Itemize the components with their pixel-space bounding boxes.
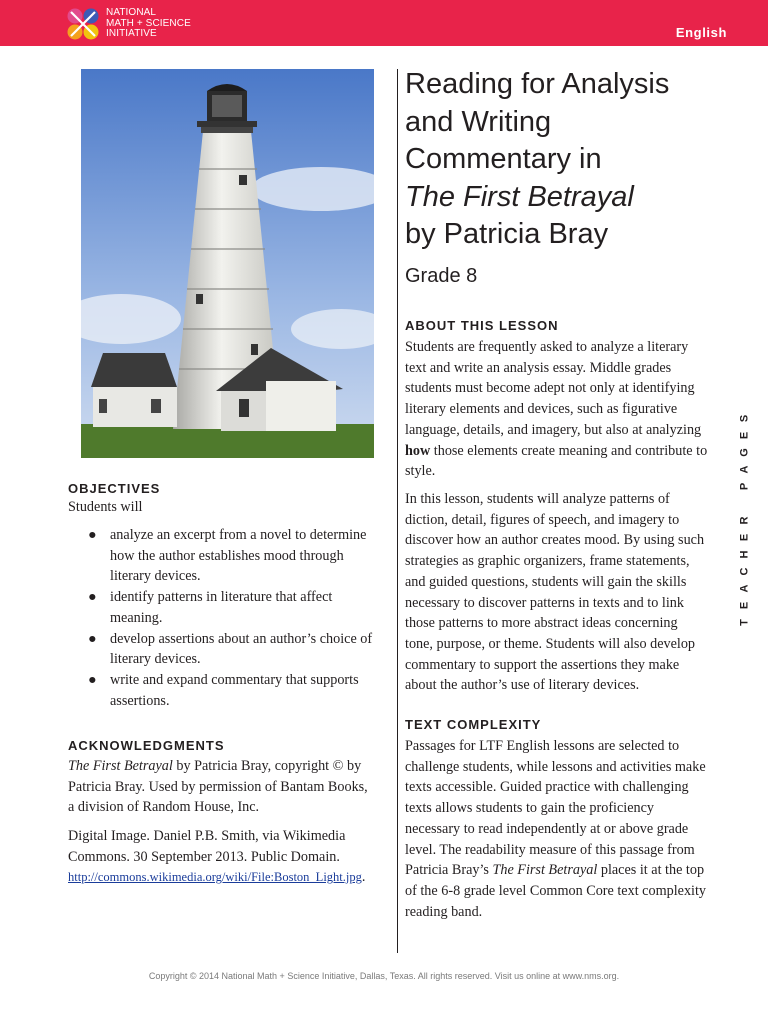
- complexity-paragraph: Passages for LTF English lessons are selected to challenge students, while lessons and activities make texts accessible. Guided practice with challenging texts allows students to gain the proficiency necessary to read independently at or above grade level. The readability measure of this passage from Patricia Bray’s The First Betrayal places it at the top of the 6-8 grade level Common Core text complexity reading band.: [405, 738, 707, 920]
- image-source-link[interactable]: http://commons.wikimedia.org/wiki/File:Boston_Light.jpg: [68, 870, 362, 885]
- bullet-icon: ●: [88, 630, 97, 647]
- column-divider: [397, 69, 398, 953]
- list-item: ● write and expand commentary that supports assertions.: [88, 671, 359, 709]
- acknowledgments-heading: ACKNOWLEDGMENTS: [68, 738, 225, 753]
- about-paragraph-1: Students are frequently asked to analyze a literary text and write an analysis essay. Middle grades students must become adept not only at identifying literary elements and devices, such as figurative language, details, and imagery, but also at analyzing how those elements create meaning and contribute to style.: [405, 339, 708, 480]
- objectives-list: [88, 525, 398, 711]
- bullet-icon: ●: [88, 589, 97, 606]
- grade-level: Grade 8: [405, 265, 478, 287]
- copyright-footer: Copyright © 2014 National Math + Science Initiative, Dallas, Texas. All rights reserved. Visit us online at www.nms.org.: [148, 971, 620, 981]
- subject-label: English: [675, 25, 727, 40]
- list-item: ● analyze an excerpt from a novel to determine how the author establishes mood through literary devices.: [88, 527, 367, 585]
- objectives-intro: Students will: [68, 499, 143, 515]
- list-item: ● develop assertions about an author’s choice of literary devices.: [88, 630, 373, 668]
- bullet-icon: ●: [88, 527, 97, 543]
- list-item: ● identify patterns in literature that affect meaning.: [88, 589, 333, 626]
- teacher-pages-tab: S E G A P R E H C A E T: [738, 414, 751, 626]
- image-credit: Digital Image. Daniel P.B. Smith, via Wikimedia Commons. 30 September 2013. Public Domain. http://commons.wikimedia.org/wiki/File:Boston_Light.jpg.: [68, 828, 366, 886]
- lighthouse-photo: [81, 69, 374, 458]
- nms-logo-icon: [67, 8, 99, 40]
- page-title: Reading for Analysis and Writing Commentary in The First Betrayal by Patricia Bray: [405, 68, 670, 250]
- header-bar: [0, 0, 768, 46]
- about-paragraph-2: In this lesson, students will analyze patterns of diction, detail, figures of speech, and imagery to discover how an author creates mood. By using such strategies as graphic organizers, frame statements, and guided questions, students will gain the skills necessary to discover patterns in texts and to link those patterns to more abstract ideas concerning tone, purpose, or theme. Students will also develop commentary to support the assertions they make about the author’s use of literary devices.: [405, 491, 705, 694]
- complexity-heading: TEXT COMPLEXITY: [405, 717, 542, 732]
- objectives-heading: OBJECTIVES: [68, 481, 161, 496]
- bullet-icon: ●: [88, 671, 97, 688]
- acknowledgments-text: The First Betrayal by Patricia Bray, copyright © by Patricia Bray. Used by permission of Bantam Books, a division of Random House, Inc.: [68, 758, 368, 816]
- about-heading: ABOUT THIS LESSON: [405, 318, 559, 333]
- organization-name: NATIONAL MATH + SCIENCE INITIATIVE: [106, 7, 191, 39]
